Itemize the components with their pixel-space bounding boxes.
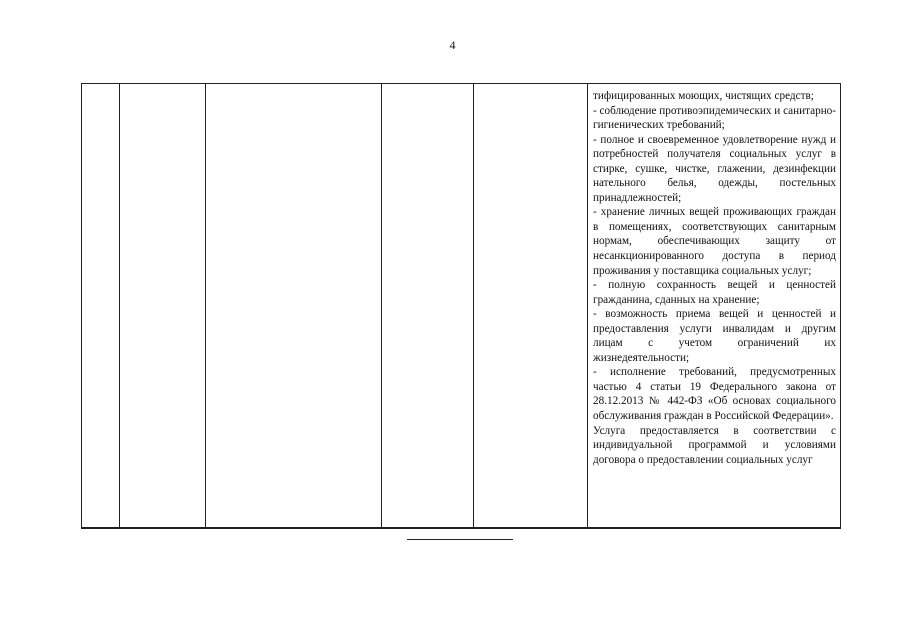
page-number: 4 [449,38,456,52]
content-paragraph: - исполнение требований, предусмотренных частью 4 статьи 19 Федерального закона от 28.12.2013 № 442-ФЗ «Об основах социального обслуживания граждан в Российской Федерации». [593,366,836,423]
content-paragraph: - полное и своевременное удовлетворение нужд и потребностей получателя социальных услуг в стирке, сушке, чистке, глажении, дезинфекции нательного белья, одежды, постельных принадлежностей; [593,133,836,204]
quality-indicators-text [593,89,836,467]
service-standards-table [81,83,841,529]
table-cell-unit [474,84,588,529]
table-cell-service-name [120,84,206,529]
content-paragraph: Услуга предоставляется в соответствии с индивидуальной программой и условиями договора о предоставлении социальных услуг [593,424,836,466]
end-separator-line [407,539,513,540]
table-cell-quality-indicators [588,84,841,529]
table-cell-description [206,84,382,529]
content-paragraph: - хранение личных вещей проживающих граждан в помещениях, соответствующих санитарным нормам, обеспечивающих защиту от несанкционированного доступа в период проживания у поставщика социальных услуг; [593,206,836,277]
content-paragraph: - возможность приема вещей и ценностей и предоставления услуги инвалидам и другим лицам с учетом ограничений их жизнедеятельности; [593,308,836,364]
content-paragraph: - соблюдение противоэпидемических и санитарно-гигиенических требований; [593,104,836,132]
content-paragraph: - полную сохранность вещей и ценностей гражданина, сданных на хранение; [593,279,836,306]
table-row [82,84,841,529]
content-paragraph: тифицированных моющих, чистящих средств; [593,90,814,102]
table-cell-timing [382,84,474,529]
table-cell-number [82,84,120,529]
